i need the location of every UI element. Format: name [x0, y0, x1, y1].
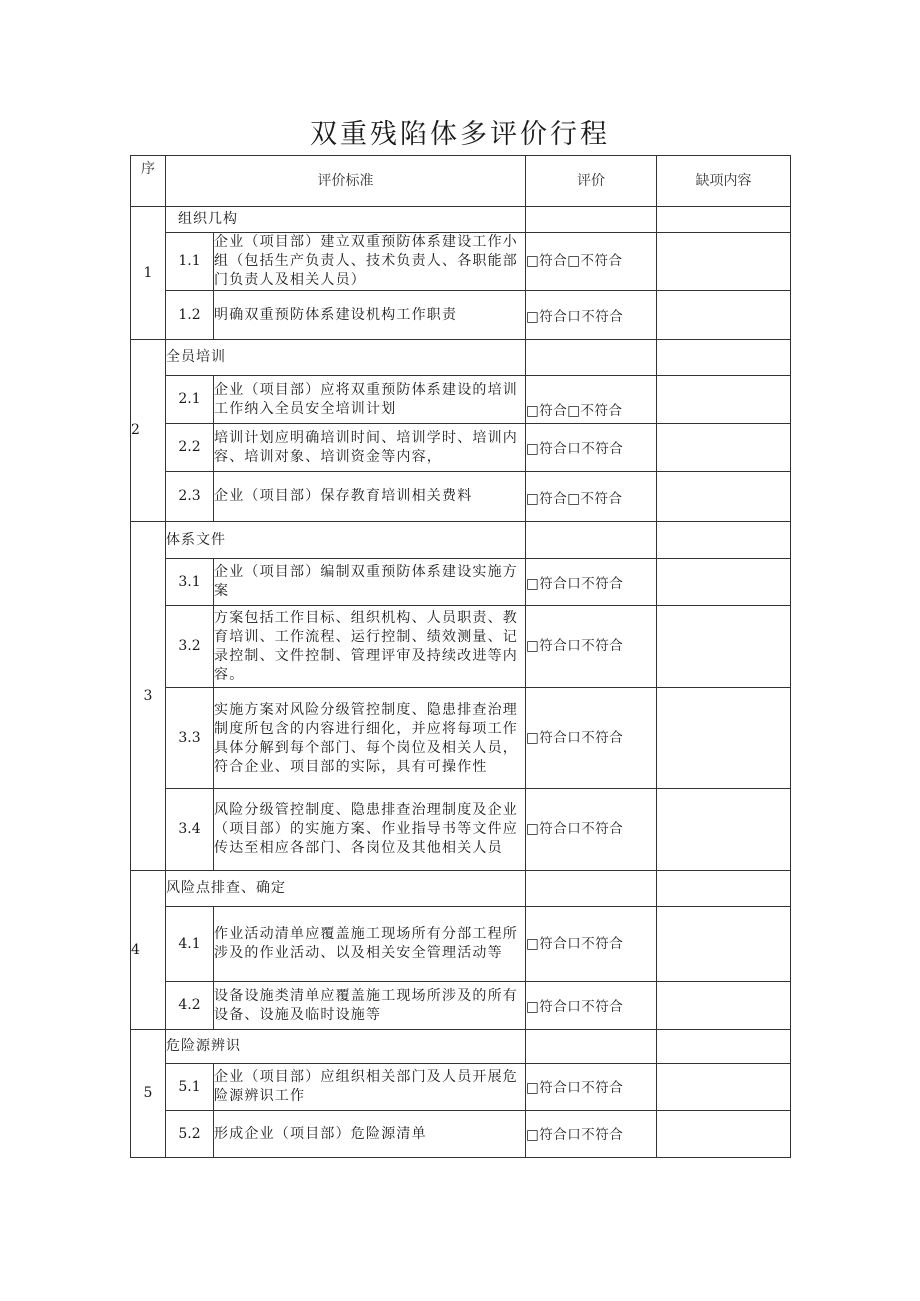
item-criteria: 风险分级管控制度、隐患排查治理制度及企业（项目部）的实施方案、作业指导书等文件应传达至相应各部门、各岗位及其他相关人员	[214, 789, 526, 871]
group-title: 危险源辨识	[166, 1030, 526, 1064]
table-row	[131, 376, 791, 424]
item-criteria: 企业（项目部）应组织相关部门及人员开展危险源辨识工作	[214, 1064, 526, 1111]
eval-cell	[526, 1030, 657, 1064]
eval-options[interactable]: □符合口不符合	[526, 1111, 657, 1158]
eval-options[interactable]: □符合口不符合	[526, 559, 657, 606]
item-criteria: 培训计划应明确培训时间、培训学时、培训内容、培训对象、培训资金等内容，	[214, 424, 526, 472]
group-title: 全员培训	[166, 340, 526, 376]
group-title: 组织几构	[166, 207, 526, 233]
item-number: 5.1	[166, 1064, 214, 1111]
table-row	[131, 1064, 791, 1111]
deficiency-cell[interactable]	[657, 1064, 791, 1111]
item-criteria: 企业（项目部）应将双重预防体系建设的培训工作纳入全员安全培训计划	[214, 376, 526, 424]
deficiency-cell[interactable]	[657, 376, 791, 424]
group-row	[131, 522, 791, 559]
group-seq: 4	[131, 871, 166, 1030]
evaluation-table	[130, 155, 791, 1158]
eval-options[interactable]: □符合口不符合	[526, 907, 657, 982]
item-criteria: 形成企业（项目部）危险源清单	[214, 1111, 526, 1158]
item-number: 2.3	[166, 472, 214, 522]
table-header-row	[131, 156, 791, 207]
group-title: 体系文件	[166, 522, 526, 559]
eval-cell	[526, 522, 657, 559]
deficiency-cell[interactable]	[657, 207, 791, 233]
item-number: 4.2	[166, 982, 214, 1030]
deficiency-cell[interactable]	[657, 472, 791, 522]
table-row	[131, 606, 791, 688]
deficiency-cell[interactable]	[657, 789, 791, 871]
table-row	[131, 1111, 791, 1158]
eval-options[interactable]: □符合口不符合	[526, 688, 657, 789]
table-row	[131, 688, 791, 789]
group-row	[131, 871, 791, 907]
table-row	[131, 291, 791, 340]
page-title: 双重残陷体多评价行程	[310, 119, 610, 150]
group-row	[131, 207, 791, 233]
deficiency-cell[interactable]	[657, 688, 791, 789]
deficiency-cell[interactable]	[657, 1111, 791, 1158]
item-criteria: 企业（项目部）编制双重预防体系建设实施方案	[214, 559, 526, 606]
deficiency-cell[interactable]	[657, 606, 791, 688]
eval-options[interactable]: □符合口不符合	[526, 424, 657, 472]
item-criteria: 明确双重预防体系建设机构工作职责	[214, 291, 526, 340]
group-row	[131, 1030, 791, 1064]
item-number: 3.1	[166, 559, 214, 606]
eval-options[interactable]: □符合口不符合	[526, 982, 657, 1030]
deficiency-cell[interactable]	[657, 907, 791, 982]
deficiency-cell[interactable]	[657, 982, 791, 1030]
item-number: 4.1	[166, 907, 214, 982]
item-criteria: 企业（项目部）建立双重预防体系建设工作小组（包括生产负责人、技术负责人、各职能部门负责人及相关人员）	[214, 233, 526, 291]
table-row	[131, 907, 791, 982]
item-criteria: 作业活动清单应覆盖施工现场所有分部工程所涉及的作业活动、以及相关安全管理活动等	[214, 907, 526, 982]
header-criteria: 评价标准	[166, 156, 526, 207]
table-row	[131, 982, 791, 1030]
deficiency-cell[interactable]	[657, 522, 791, 559]
item-number: 3.3	[166, 688, 214, 789]
header-evaluation: 评价	[526, 156, 657, 207]
table-row	[131, 559, 791, 606]
eval-options[interactable]: □符合□不符合	[526, 233, 657, 291]
group-seq: 2	[131, 340, 166, 522]
group-seq: 5	[131, 1030, 166, 1158]
group-seq: 3	[131, 522, 166, 871]
eval-options[interactable]: □符合□不符合	[526, 472, 657, 522]
item-number: 2.2	[166, 424, 214, 472]
deficiency-cell[interactable]	[657, 871, 791, 907]
eval-options[interactable]: □符合□不符合	[526, 376, 657, 424]
eval-options[interactable]: □符合口不符合	[526, 1064, 657, 1111]
deficiency-cell[interactable]	[657, 559, 791, 606]
header-deficiency: 缺项内容	[657, 156, 791, 207]
eval-cell	[526, 207, 657, 233]
eval-options[interactable]: □符合口不符合	[526, 291, 657, 340]
table-row	[131, 789, 791, 871]
item-criteria: 设备设施类清单应覆盖施工现场所涉及的所有设备、设施及临时设施等	[214, 982, 526, 1030]
item-criteria: 方案包括工作目标、组织机构、人员职责、教育培训、工作流程、运行控制、绩效测量、记录控制、文件控制、管理评审及持续改进等内容。	[214, 606, 526, 688]
group-title: 风险点排查、确定	[166, 871, 526, 907]
group-row	[131, 340, 791, 376]
table-row	[131, 472, 791, 522]
item-number: 2.1	[166, 376, 214, 424]
item-criteria: 实施方案对风险分级管控制度、隐患排查治理制度所包含的内容进行细化，并应将每项工作具体分解到每个部门、每个岗位及相关人员，符合企业、项目部的实际，具有可操作性	[214, 688, 526, 789]
item-number: 5.2	[166, 1111, 214, 1158]
eval-cell	[526, 871, 657, 907]
deficiency-cell[interactable]	[657, 233, 791, 291]
deficiency-cell[interactable]	[657, 1030, 791, 1064]
group-seq: 1	[131, 207, 166, 340]
item-criteria: 企业（项目部）保存教育培训相关费料	[214, 472, 526, 522]
deficiency-cell[interactable]	[657, 291, 791, 340]
deficiency-cell[interactable]	[657, 340, 791, 376]
deficiency-cell[interactable]	[657, 424, 791, 472]
eval-options[interactable]: □符合口不符合	[526, 606, 657, 688]
table-row	[131, 233, 791, 291]
item-number: 1.1	[166, 233, 214, 291]
eval-options[interactable]: □符合口不符合	[526, 789, 657, 871]
item-number: 3.2	[166, 606, 214, 688]
header-seq: 序	[131, 156, 166, 207]
item-number: 3.4	[166, 789, 214, 871]
item-number: 1.2	[166, 291, 214, 340]
eval-cell	[526, 340, 657, 376]
table-row	[131, 424, 791, 472]
